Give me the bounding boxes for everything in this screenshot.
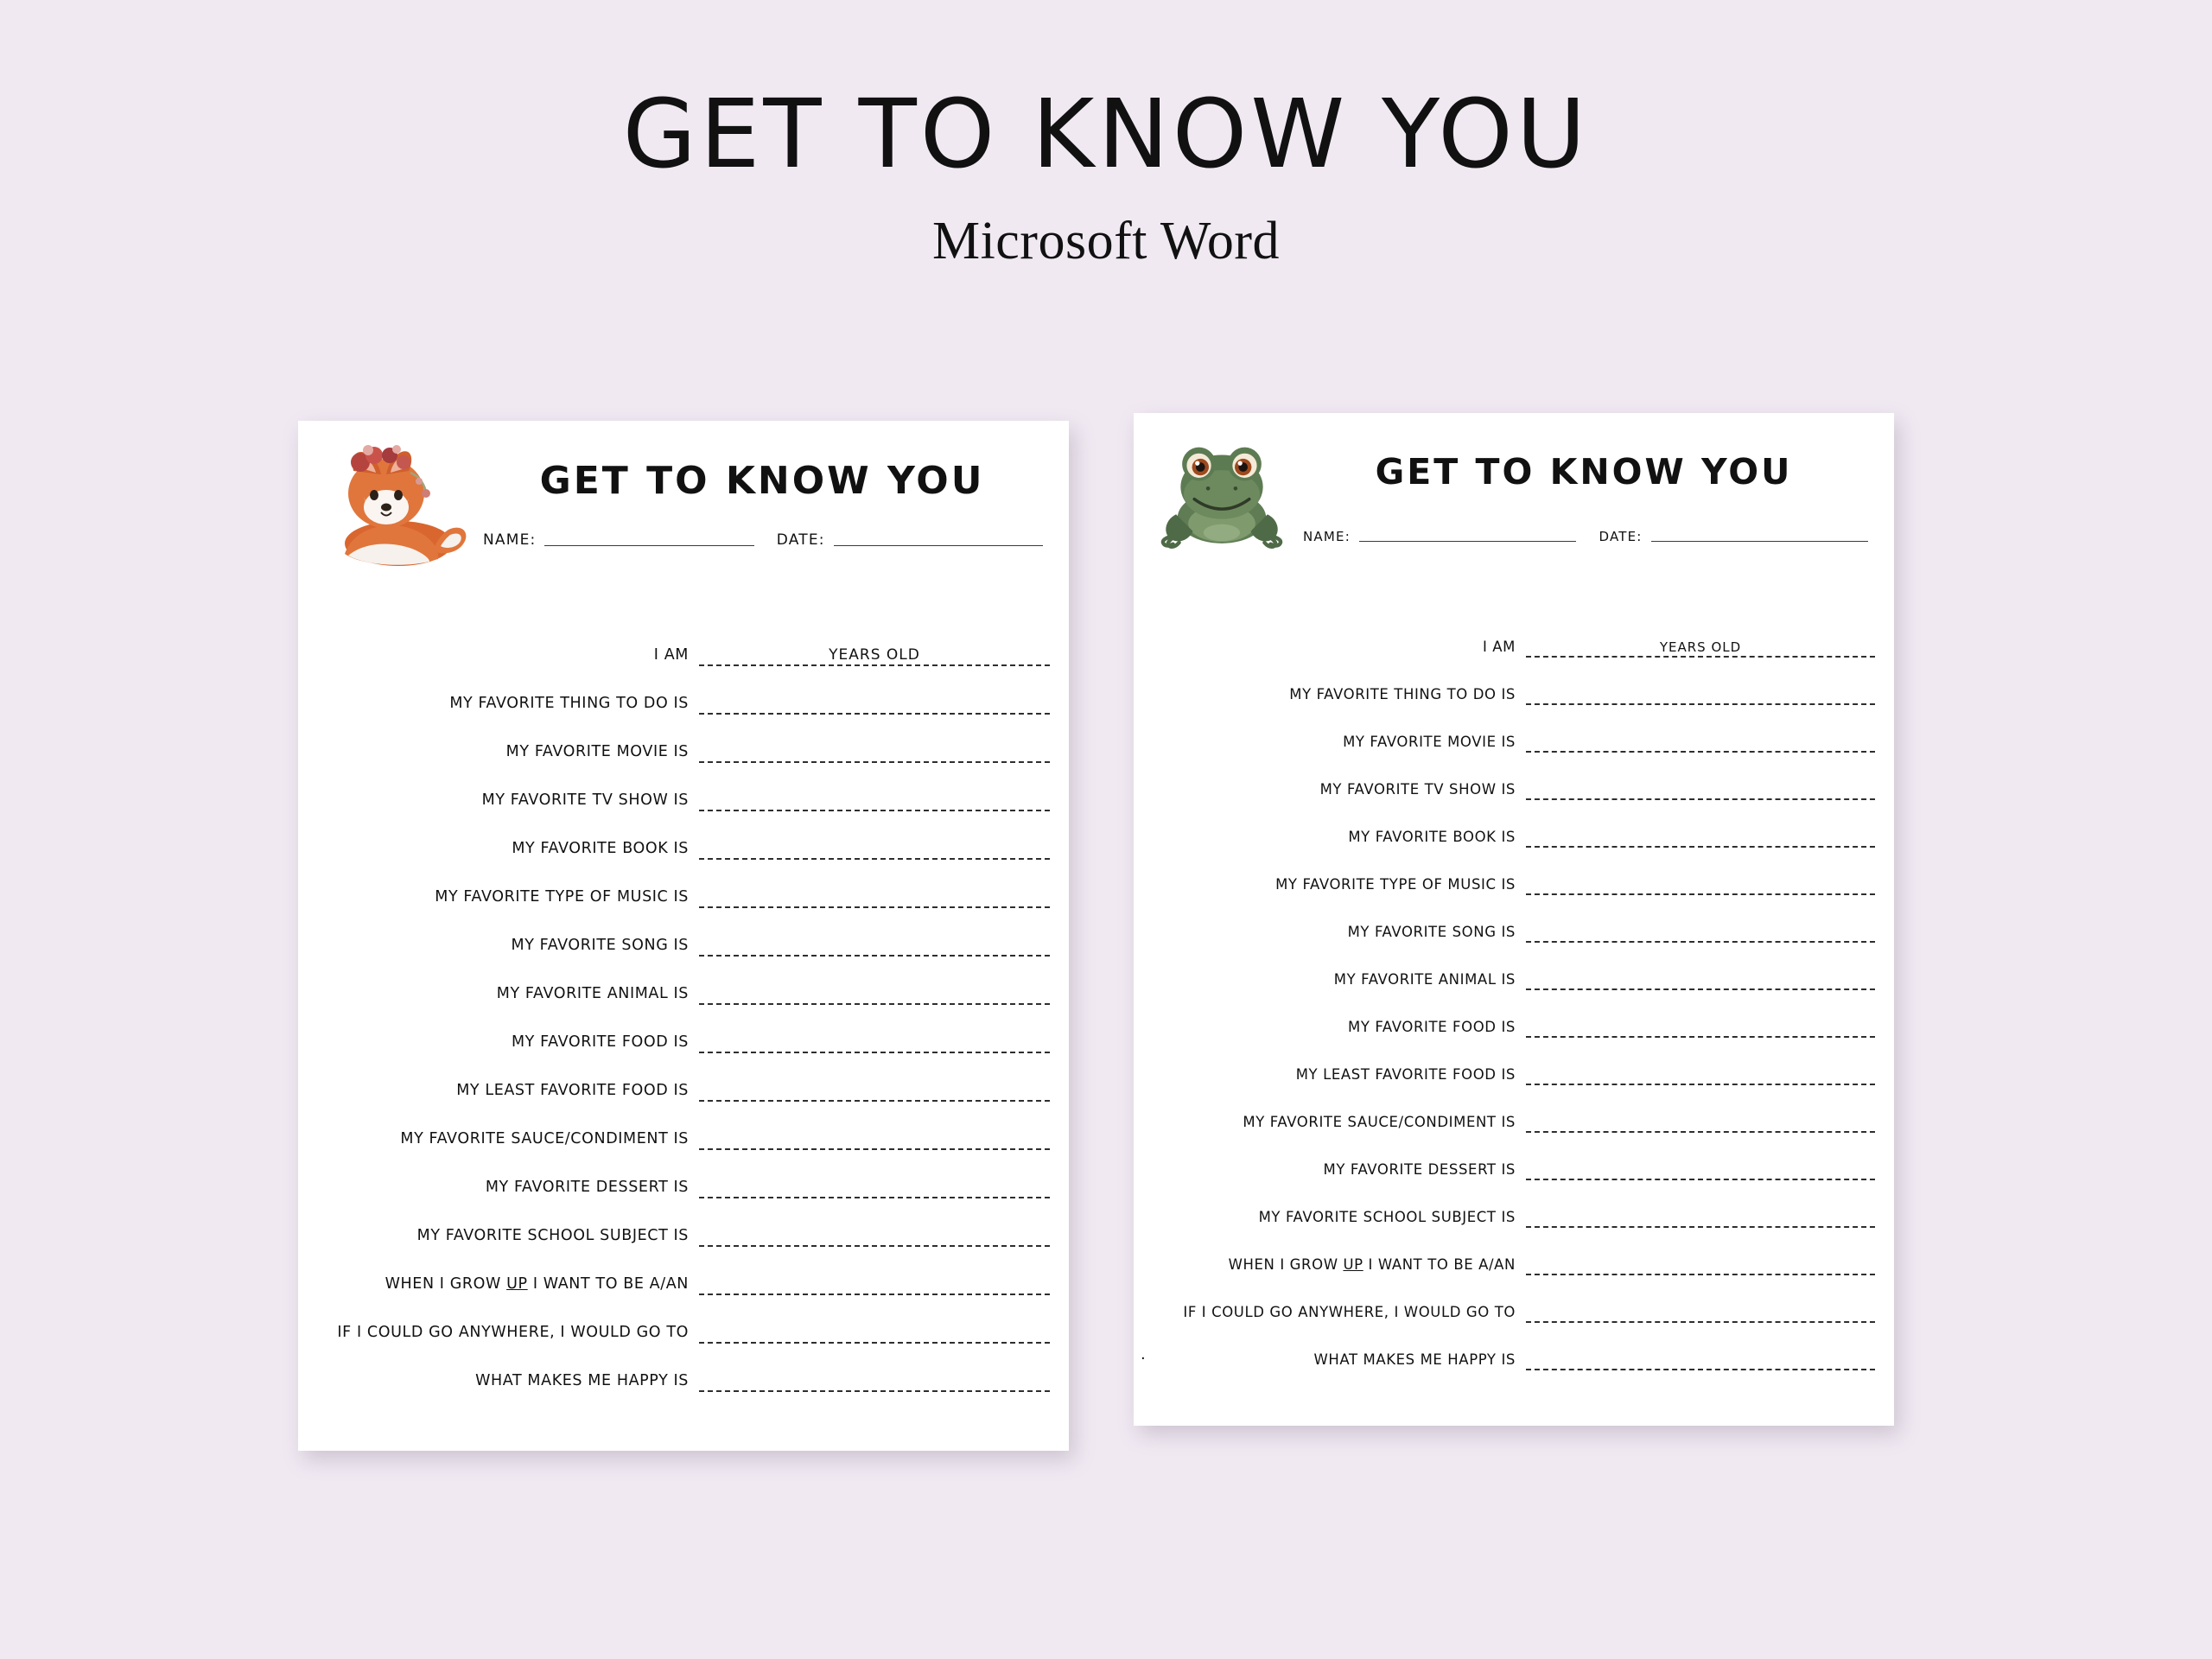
question-row[interactable] — [1153, 1090, 1875, 1138]
question-row[interactable] — [317, 720, 1050, 768]
answer-line[interactable] — [1526, 1205, 1875, 1228]
question-label: MY FAVORITE ANIMAL IS — [1333, 971, 1516, 988]
name-input-line[interactable] — [1359, 540, 1576, 542]
question-row[interactable] — [1153, 1281, 1875, 1328]
answer-line[interactable] — [1526, 730, 1875, 753]
answer-line[interactable] — [699, 1031, 1050, 1053]
answer-line[interactable] — [699, 741, 1050, 763]
answer-line[interactable] — [1526, 1063, 1875, 1085]
question-label: WHEN I GROW UP I WANT TO BE A/AN — [1228, 1256, 1516, 1273]
page-title: GET TO KNOW YOU — [622, 79, 1590, 189]
answer-line[interactable] — [699, 692, 1050, 715]
answer-line[interactable] — [699, 1079, 1050, 1102]
question-row[interactable] — [1153, 663, 1875, 710]
question-label: MY FAVORITE MOVIE IS — [1343, 734, 1516, 750]
page-subtitle: Microsoft Word — [931, 211, 1281, 270]
question-row[interactable] — [317, 1349, 1050, 1397]
answer-line[interactable] — [699, 1224, 1050, 1247]
question-row[interactable] — [317, 1107, 1050, 1155]
answer-line[interactable] — [1526, 1158, 1875, 1180]
answer-line[interactable] — [699, 886, 1050, 908]
question-label: IF I COULD GO ANYWHERE, I WOULD GO TO — [1183, 1304, 1516, 1320]
worksheet-preview-frog[interactable] — [1134, 413, 1894, 1426]
worksheet-preview-fox[interactable] — [298, 421, 1069, 1451]
question-row[interactable] — [1153, 710, 1875, 758]
question-row[interactable] — [317, 623, 1050, 671]
question-label: MY FAVORITE TYPE OF MUSIC IS — [1275, 876, 1516, 893]
answer-line[interactable] — [699, 982, 1050, 1005]
question-label: MY FAVORITE FOOD IS — [1348, 1019, 1516, 1035]
question-label: MY FAVORITE DESSERT IS — [1323, 1161, 1516, 1178]
answer-line[interactable] — [1526, 1300, 1875, 1323]
stray-mark: . — [1141, 1345, 1146, 1363]
question-label: MY FAVORITE BOOK IS — [512, 840, 689, 857]
question-label: MY FAVORITE SCHOOL SUBJECT IS — [1258, 1209, 1516, 1225]
question-row[interactable] — [1153, 1233, 1875, 1281]
answer-line[interactable] — [699, 1176, 1050, 1198]
question-label: WHEN I GROW UP I WANT TO BE A/AN — [385, 1275, 689, 1293]
question-label: MY FAVORITE TYPE OF MUSIC IS — [435, 888, 689, 906]
question-label: IF I COULD GO ANYWHERE, I WOULD GO TO — [337, 1324, 689, 1341]
answer-line[interactable] — [1526, 1110, 1875, 1133]
answer-line[interactable] — [1526, 778, 1875, 800]
question-row[interactable] — [317, 913, 1050, 962]
question-row[interactable] — [317, 962, 1050, 1010]
question-row[interactable] — [1153, 615, 1875, 663]
question-label: MY FAVORITE SCHOOL SUBJECT IS — [416, 1227, 689, 1244]
question-label: MY LEAST FAVORITE FOOD IS — [1295, 1066, 1516, 1083]
name-label: NAME: — [1303, 529, 1351, 544]
worksheet-title: GET TO KNOW YOU — [539, 459, 985, 503]
name-date-row — [1303, 529, 1868, 546]
answer-line[interactable] — [1526, 635, 1875, 658]
answer-line[interactable] — [699, 644, 1050, 666]
question-list — [298, 594, 1069, 1397]
question-list — [1134, 586, 1894, 1376]
question-row[interactable] — [317, 1300, 1050, 1349]
answer-line[interactable] — [699, 1321, 1050, 1344]
question-row[interactable] — [1153, 1328, 1875, 1376]
question-row[interactable] — [1153, 758, 1875, 805]
date-input-line[interactable] — [1651, 540, 1868, 542]
question-label: MY FAVORITE TV SHOW IS — [481, 791, 689, 809]
question-row[interactable] — [317, 1204, 1050, 1252]
date-label: DATE: — [776, 531, 825, 549]
worksheet-title: GET TO KNOW YOU — [1375, 451, 1793, 493]
name-date-row — [483, 531, 1043, 550]
question-label: MY FAVORITE TV SHOW IS — [1319, 781, 1516, 798]
question-row[interactable] — [1153, 853, 1875, 900]
answer-line[interactable] — [1526, 1348, 1875, 1370]
answer-line[interactable] — [1526, 968, 1875, 990]
fox-illustration — [319, 433, 474, 588]
answer-line[interactable] — [699, 1273, 1050, 1295]
question-row[interactable] — [317, 1252, 1050, 1300]
question-label: MY FAVORITE DESSERT IS — [485, 1179, 689, 1196]
answer-line[interactable] — [1526, 920, 1875, 943]
answer-line[interactable] — [1526, 825, 1875, 848]
question-row[interactable] — [317, 671, 1050, 720]
answer-line[interactable] — [699, 1128, 1050, 1150]
years-old-label: YEARS OLD — [1652, 639, 1749, 655]
question-label: MY FAVORITE FOOD IS — [511, 1033, 689, 1051]
question-label: WHAT MAKES ME HAPPY IS — [1313, 1351, 1516, 1368]
date-input-line[interactable] — [834, 544, 1043, 546]
date-label: DATE: — [1599, 529, 1643, 544]
question-row[interactable] — [1153, 1185, 1875, 1233]
worksheet-header — [1134, 413, 1894, 586]
question-row[interactable] — [1153, 805, 1875, 853]
question-row[interactable] — [317, 768, 1050, 817]
question-label: MY FAVORITE MOVIE IS — [505, 743, 689, 760]
name-input-line[interactable] — [544, 544, 753, 546]
question-label: MY LEAST FAVORITE FOOD IS — [456, 1082, 689, 1099]
answer-line[interactable] — [699, 1370, 1050, 1392]
answer-line[interactable] — [1526, 873, 1875, 895]
question-row[interactable] — [1153, 1043, 1875, 1090]
question-row[interactable] — [317, 865, 1050, 913]
answer-line[interactable] — [699, 789, 1050, 811]
question-row[interactable] — [1153, 948, 1875, 995]
question-label: MY FAVORITE SAUCE/CONDIMENT IS — [1243, 1114, 1516, 1130]
question-label: MY FAVORITE THING TO DO IS — [449, 695, 689, 712]
answer-line[interactable] — [1526, 1015, 1875, 1038]
question-label: MY FAVORITE THING TO DO IS — [1289, 686, 1516, 702]
question-label: MY FAVORITE BOOK IS — [1348, 829, 1516, 845]
question-label: MY FAVORITE SAUCE/CONDIMENT IS — [400, 1130, 689, 1147]
worksheet-header — [298, 421, 1069, 594]
answer-line[interactable] — [699, 837, 1050, 860]
question-label: I AM — [653, 646, 689, 664]
question-label: I AM — [1482, 639, 1516, 655]
question-label: WHAT MAKES ME HAPPY IS — [475, 1372, 689, 1389]
question-label: MY FAVORITE ANIMAL IS — [496, 985, 689, 1002]
answer-line[interactable] — [1526, 683, 1875, 705]
frog-illustration — [1153, 432, 1291, 562]
question-row[interactable] — [1153, 1138, 1875, 1185]
question-row[interactable] — [317, 1058, 1050, 1107]
question-row[interactable] — [317, 817, 1050, 865]
question-label: MY FAVORITE SONG IS — [1347, 924, 1516, 940]
page-header — [0, 0, 2212, 272]
answer-line[interactable] — [699, 934, 1050, 957]
question-row[interactable] — [1153, 995, 1875, 1043]
question-row[interactable] — [317, 1010, 1050, 1058]
question-label: MY FAVORITE SONG IS — [511, 937, 689, 954]
years-old-label: YEARS OLD — [821, 646, 928, 664]
answer-line[interactable] — [1526, 1253, 1875, 1275]
name-label: NAME: — [483, 531, 537, 549]
question-row[interactable] — [1153, 900, 1875, 948]
question-row[interactable] — [317, 1155, 1050, 1204]
